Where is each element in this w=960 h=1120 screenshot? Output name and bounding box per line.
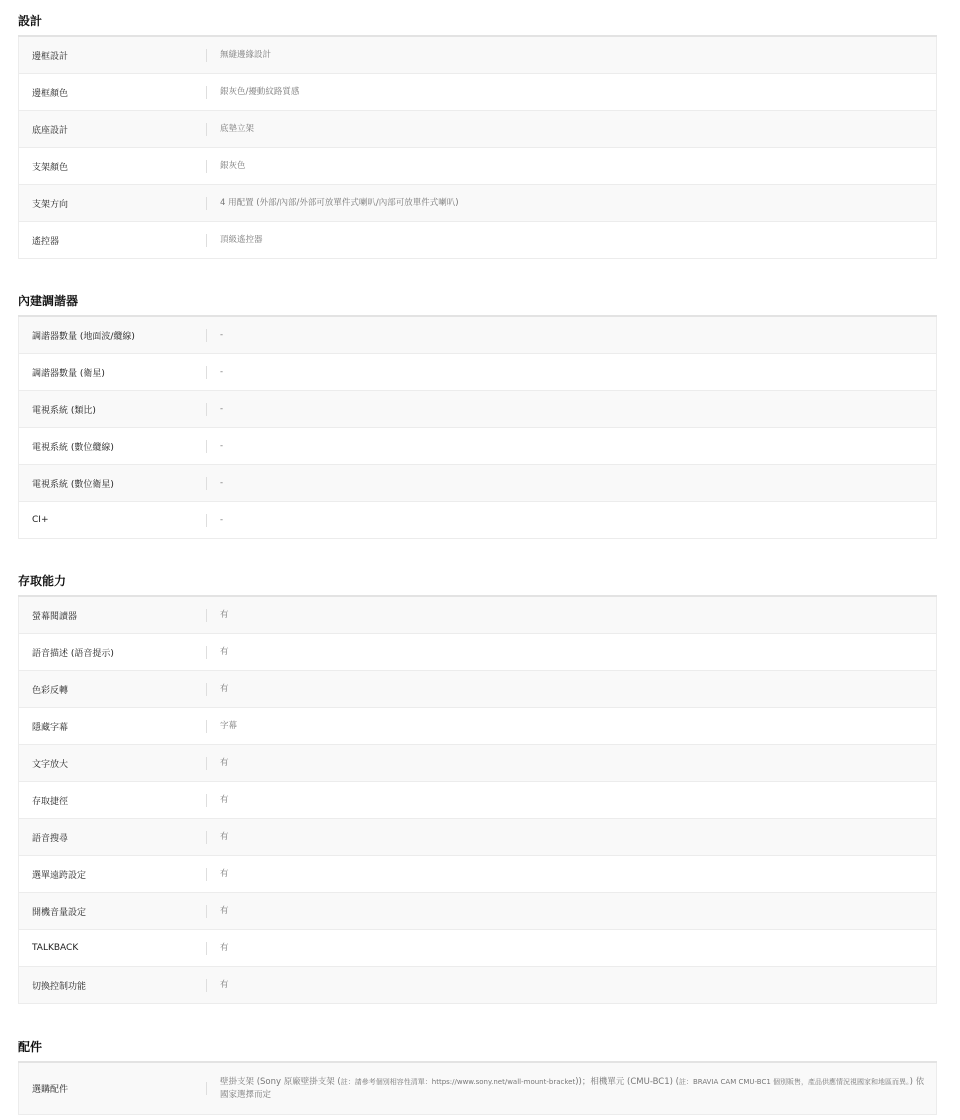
row-label: 文字放大 [32, 759, 69, 770]
value-text: ))；相機單元 (CMU-BC1) ( [575, 1077, 679, 1088]
table-row [18, 745, 937, 782]
section-title-design: 設計 [18, 14, 43, 28]
row-value: 有 [220, 942, 229, 953]
value-text: ) 依國家選擇而定 [220, 1077, 925, 1100]
row-label: 支架方向 [32, 199, 69, 210]
table-row [18, 502, 937, 539]
row-label: TALKBACK [32, 943, 79, 953]
table-row [18, 222, 937, 259]
row-label: 邊框顏色 [32, 88, 69, 99]
row-value: 銀灰色 [220, 160, 246, 171]
row-value: 頂級遙控器 [220, 234, 263, 245]
value-note: 註：請參考個別相容性清單：https://www.sony.net/wall-mount-bracket [340, 1078, 576, 1087]
row-value: - [220, 366, 224, 377]
row-label: 選購配件 [32, 1085, 69, 1095]
row-value: - [220, 403, 224, 414]
table-row [18, 148, 937, 185]
row-value: 有 [220, 646, 229, 657]
table-row [18, 111, 937, 148]
table-row [18, 317, 937, 354]
row-value: 有 [220, 831, 229, 842]
row-label: 色彩反轉 [32, 685, 69, 696]
row-label: 開機音量設定 [32, 907, 87, 918]
table-row [18, 893, 937, 930]
table-row [18, 37, 937, 74]
row-value: 4 用配置 (外部/內部/外部可放單件式喇叭/內部可放單件式喇叭) [220, 197, 459, 208]
row-label: 語音描述 (語音提示) [32, 648, 114, 659]
table-row [18, 930, 937, 967]
row-value: 有 [220, 609, 229, 620]
row-label: 底座設計 [32, 125, 69, 136]
section-title-tuner: 內建調諧器 [18, 294, 79, 308]
table-row [18, 428, 937, 465]
row-label: 支架顏色 [32, 162, 69, 173]
row-value: 有 [220, 979, 229, 990]
row-label: 電視系統 (類比) [32, 405, 96, 416]
spec-table-accessibility [18, 595, 937, 1004]
row-value: - [220, 440, 224, 451]
row-value: 有 [220, 757, 229, 768]
row-value: 有 [220, 683, 229, 694]
row-value: 無縫邊緣設計 [220, 49, 272, 60]
row-value: 有 [220, 794, 229, 805]
row-value: 銀灰色/擾動紋路質感 [220, 86, 300, 97]
row-value: - [220, 477, 224, 488]
row-value: - [220, 329, 224, 340]
table-row [18, 465, 937, 502]
table-row [18, 1063, 937, 1115]
row-value: 有 [220, 905, 229, 916]
row-label: CI+ [32, 515, 49, 525]
row-value: - [220, 514, 224, 525]
table-row [18, 708, 937, 745]
table-row [18, 967, 937, 1004]
table-row [18, 597, 937, 634]
row-label: 切換控制功能 [32, 981, 87, 992]
table-row [18, 634, 937, 671]
row-value: 字幕 [220, 720, 238, 731]
value-text: 壁掛支架 (Sony 原廠壁掛支架 ( [220, 1077, 341, 1088]
table-row [18, 856, 937, 893]
table-row [18, 819, 937, 856]
row-label: 語音搜尋 [32, 833, 69, 844]
table-row [18, 671, 937, 708]
row-label: 選單遠跨設定 [32, 870, 87, 881]
section-title-accessibility: 存取能力 [18, 574, 67, 588]
row-value [207, 1076, 936, 1101]
row-label: 電視系統 (數位衛星) [32, 479, 114, 490]
row-label: 存取捷徑 [32, 796, 69, 807]
row-value: 底墊立架 [220, 123, 255, 134]
row-label: 螢幕閱讀器 [32, 611, 78, 622]
table-row [18, 391, 937, 428]
value-note: 註：BRAVIA CAM CMU-BC1 個別販售，產品供應情況視國家和地區而異。 [678, 1078, 910, 1087]
row-value: 有 [220, 868, 229, 879]
row-label: 調諧器數量 (衛星) [32, 368, 105, 379]
spec-table-accessories [18, 1061, 937, 1115]
section-title-accessories: 配件 [18, 1040, 43, 1054]
table-row [18, 354, 937, 391]
spec-table-design [18, 35, 937, 259]
row-label: 調諧器數量 (地面波/纜線) [32, 331, 135, 342]
table-row [18, 782, 937, 819]
row-label: 邊框設計 [32, 51, 69, 62]
spec-table-tuner [18, 315, 937, 539]
table-row [18, 185, 937, 222]
row-label: 隱藏字幕 [32, 722, 69, 733]
row-label: 電視系統 (數位纜線) [32, 442, 114, 453]
table-row [18, 74, 937, 111]
row-label: 遙控器 [32, 236, 60, 247]
